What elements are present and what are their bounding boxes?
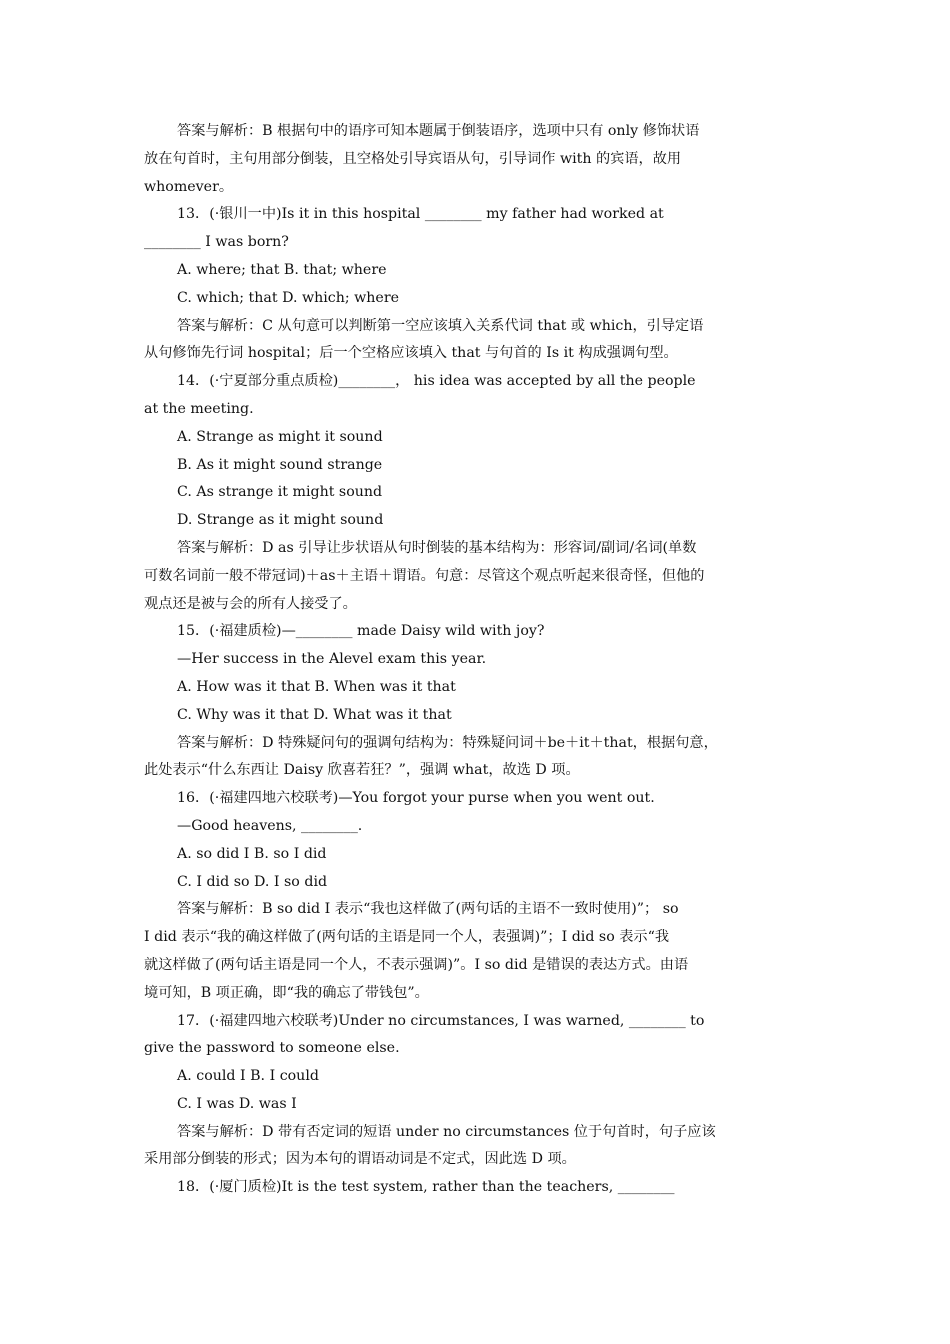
text-line: A. where; that B. that; where: [177, 261, 387, 278]
text-line: 观点还是被与会的所有人接受了。: [144, 595, 357, 612]
text-line: C. I did so D. I so did: [177, 873, 328, 890]
text-line: —Her success in the Alevel exam this year.: [177, 651, 487, 668]
document-page: [144, 118, 808, 1202]
text-line: 放在句首时，主句用部分倒装，且空格处引导宾语从句，引导词作 with 的宾语，故用: [144, 150, 682, 167]
text-line: I did 表示“我的确这样做了(两句话的主语是同一个人，表强调)”；I did so 表示“我: [144, 929, 670, 946]
text-line: 答案与解析：B so did I 表示“我也这样做了(两句话的主语不一致时使用)”； so: [177, 901, 679, 918]
text-line: 从句修饰先行词 hospital；后一个空格应该填入 that 与句首的 Is it 构成强调句型。: [144, 345, 678, 362]
text-line: 18．(·厦门质检)It is the test system, rather than the teachers, ________: [177, 1179, 675, 1196]
text-line: A. Strange as might it sound: [177, 428, 383, 445]
text-line: 15．(·福建质检)—________ made Daisy wild with joy?: [177, 623, 545, 640]
text-line: 答案与解析：C 从句意可以判断第一空应该填入关系代词 that 或 which，引导定语: [177, 317, 704, 334]
text-line: C. Why was it that D. What was it that: [177, 706, 452, 723]
text-line: A. so did I B. so I did: [177, 845, 327, 862]
text-line: 16．(·福建四地六校联考)—You forgot your purse when you went out.: [177, 790, 655, 807]
text-line: 答案与解析：D 带有否定词的短语 under no circumstances 位于句首时，句子应该: [177, 1123, 716, 1140]
text-line: A. could I B. I could: [177, 1068, 319, 1085]
text-line: 可数名词前一般不带冠词)＋as＋主语＋谓语。句意：尽管这个观点听起来很奇怪，但他的: [144, 567, 705, 584]
text-line: B. As it might sound strange: [177, 456, 383, 473]
text-line: C. I was D. was I: [177, 1095, 297, 1112]
text-line: at the meeting.: [144, 400, 254, 417]
text-line: ________ I was born?: [144, 234, 289, 251]
text-line: 14．(·宁夏部分重点质检)________， his idea was accepted by all the people: [177, 373, 696, 390]
text-line: D. Strange as it might sound: [177, 512, 384, 529]
text-line: 13．(·银川一中)Is it in this hospital ________ my father had worked at: [177, 206, 664, 223]
text-line: C. As strange it might sound: [177, 484, 383, 501]
text-line: —Good heavens, ________.: [177, 817, 363, 834]
text-line: 境可知，B 项正确，即“我的确忘了带钱包”。: [144, 984, 429, 1001]
text-line: 答案与解析：B 根据句中的语序可知本题属于倒装语序，选项中只有 only 修饰状语: [177, 123, 700, 139]
text-line: A. How was it that B. When was it that: [177, 678, 456, 695]
text-line: 17．(·福建四地六校联考)Under no circumstances, I was warned, ________ to: [177, 1012, 705, 1029]
text-line: 答案与解析：D as 引导让步状语从句时倒装的基本结构为：形容词/副词/名词(单数: [177, 539, 697, 556]
text-line: 此处表示“什么东西让 Daisy 欣喜若狂？”，强调 what，故选 D 项。: [144, 762, 580, 779]
text-line: 就这样做了(两句话主语是同一个人，不表示强调)”。I so did 是错误的表达方式。由语: [144, 956, 689, 973]
text-line: C. which; that D. which; where: [177, 289, 400, 306]
text-line: 答案与解析：D 特殊疑问句的强调句结构为：特殊疑问词＋be＋it＋that，根据句意，: [177, 734, 718, 751]
text-line: give the password to someone else.: [144, 1040, 400, 1057]
text-line: whomever。: [144, 178, 234, 195]
text-line: 采用部分倒装的形式；因为本句的谓语动词是不定式，因此选 D 项。: [144, 1151, 576, 1168]
